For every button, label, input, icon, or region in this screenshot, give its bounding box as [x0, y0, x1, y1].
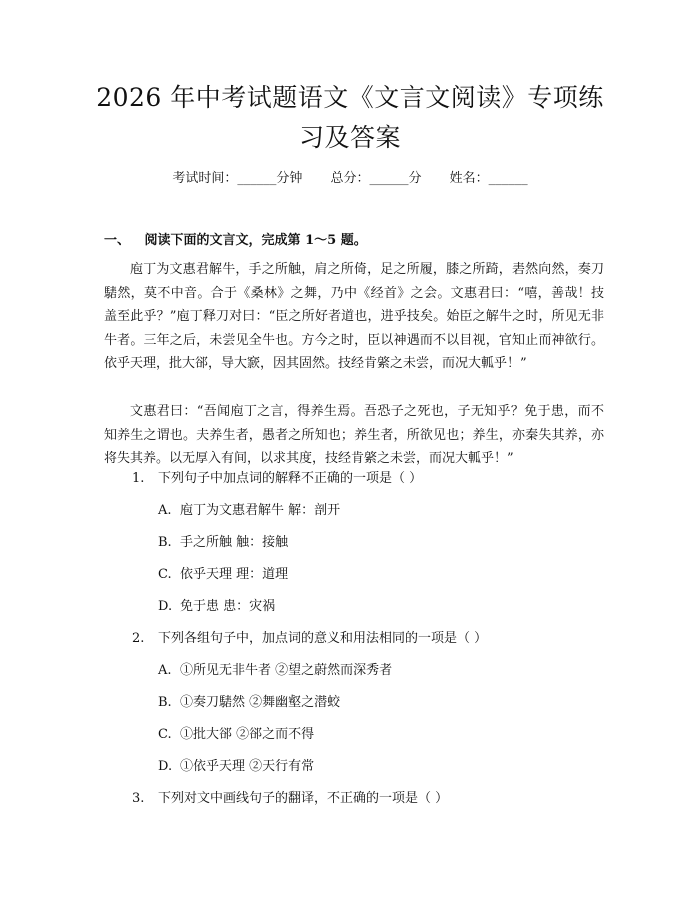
section-number: 一、 — [104, 233, 131, 248]
option-label: A. — [158, 503, 172, 518]
option-label: D. — [158, 599, 173, 614]
q1-option-a — [158, 502, 340, 520]
option-text: 免于患 患：灾祸 — [180, 599, 276, 614]
q2-option-d — [158, 758, 314, 776]
option-label: C. — [158, 727, 172, 742]
title-line-1: 2026 年中考试题语文《文言文阅读》专项练 — [96, 83, 604, 112]
option-text: ①批大郤 ②郤之而不得 — [180, 727, 315, 742]
question-number: 3. — [132, 791, 145, 806]
title-line-2: 习及答案 — [298, 123, 401, 152]
passage-paragraph-1: 庖丁为文惠君解牛，手之所触，肩之所倚，足之所履，膝之所踦，砉然向然，奏刀騞然，莫不中音。合于《桑林》之舞，乃中《经首》之会。文惠君曰：“嘻，善哉！技盖至此乎？”庖丁释刀对曰：“臣之所好者道也，进乎技矣。始臣之解牛之时，所见无非牛者。三年之后，未尝见全牛也。方今之时，臣以神遇而不以目视，官知止而神欲行。依乎天理，批大郤，导大窾，因其固然。技经肯綮之未尝，而况大軱乎！” — [104, 262, 604, 371]
option-label: D. — [158, 759, 173, 774]
section-instruction: 阅读下面的文言文，完成第 1～5 题。 — [144, 233, 367, 248]
q2-option-c — [158, 726, 314, 744]
question-text: 下列对文中画线句子的翻译，不正确的一项是（ ） — [158, 791, 449, 806]
exam-meta — [0, 170, 700, 188]
q2-option-b — [158, 694, 340, 712]
q2-option-a — [158, 662, 392, 680]
option-label: C. — [158, 567, 172, 582]
question-text: 下列各组句子中，加点词的意义和用法相同的一项是（ ） — [158, 631, 488, 646]
option-label: A. — [158, 663, 172, 678]
question-2 — [132, 630, 487, 648]
option-text: ①依乎天理 ②天行有常 — [180, 759, 315, 774]
option-text: ①所见无非牛者 ②望之蔚然而深秀者 — [180, 663, 393, 678]
question-3 — [132, 790, 448, 808]
q1-option-c — [158, 566, 288, 584]
exam-time: 考试时间：______分钟 — [172, 171, 303, 186]
question-number: 2. — [132, 631, 145, 646]
q1-option-b — [158, 534, 288, 552]
option-label: B. — [158, 535, 172, 550]
passage-paragraph-2: 文惠君曰：“吾闻庖丁之言，得养生焉。吾恐子之死也，子无知乎？免于患，而不知养生之谓也。夫养生者，愚者之所知也；养生者，所欲见也；养生，亦秦失其养，亦将失其养。以无厚入有间，以求其度，技经肯綮之未尝，而况大軱乎！” — [104, 404, 604, 466]
section-heading — [104, 232, 367, 250]
question-1 — [132, 470, 422, 488]
exam-name: 姓名：______ — [449, 171, 528, 186]
option-label: B. — [158, 695, 172, 710]
option-text: 手之所触 触：接触 — [180, 535, 289, 550]
q1-option-d — [158, 598, 275, 616]
document-title — [60, 78, 640, 158]
option-text: 依乎天理 理：道理 — [180, 567, 289, 582]
question-text: 下列句子中加点词的解释不正确的一项是（ ） — [158, 471, 423, 486]
option-text: ①奏刀騞然 ②舞幽壑之潜蛟 — [180, 695, 341, 710]
question-number: 1. — [132, 471, 145, 486]
option-text: 庖丁为文惠君解牛 解：剖开 — [180, 503, 341, 518]
exam-score: 总分：______分 — [330, 171, 422, 186]
